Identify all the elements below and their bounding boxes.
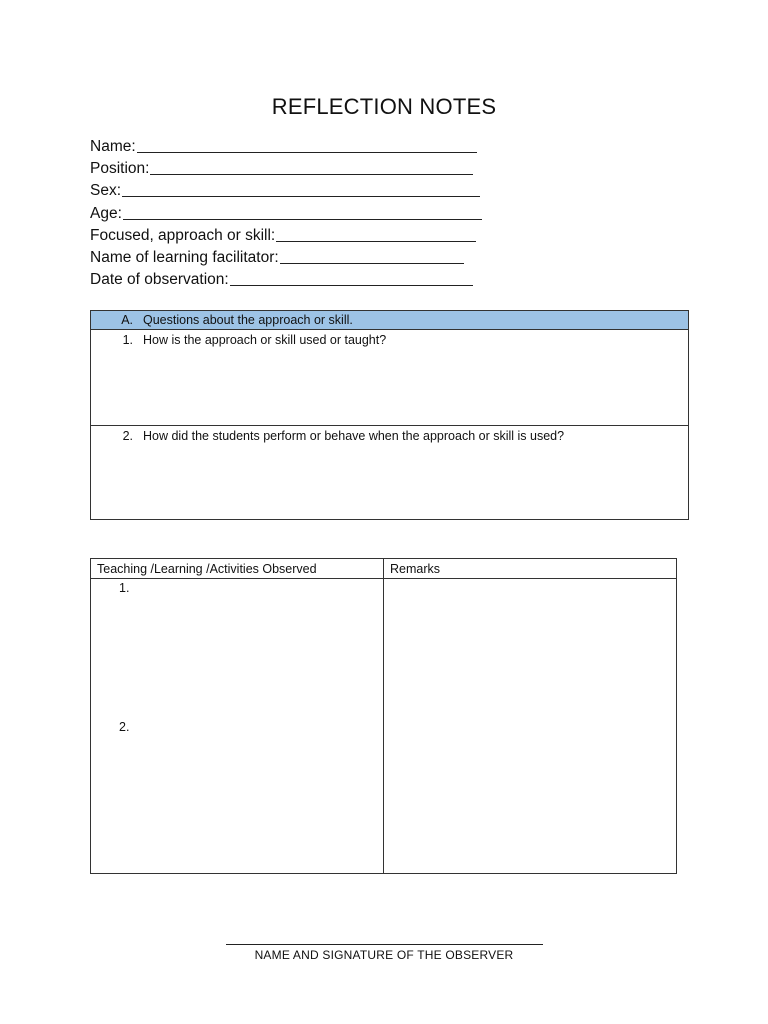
field-position [90,160,510,182]
field-date-of-observation [90,271,510,293]
activities-body-row [91,579,676,873]
field-blank-line[interactable] [123,219,482,220]
question-cell-1[interactable] [91,330,688,426]
question-text: How did the students perform or behave when the approach or skill is used? [143,429,565,443]
question-cell-2[interactable] [91,426,688,519]
questions-section-header [91,311,688,330]
activities-column-header: Teaching /Learning /Activities Observed [91,559,384,578]
field-label: Sex: [90,182,122,200]
signature-caption: NAME AND SIGNATURE OF THE OBSERVER [254,948,514,962]
question-text: How is the approach or skill used or taught? [143,333,387,347]
field-focused-approach [90,227,510,249]
field-blank-line[interactable] [280,263,464,264]
field-label: Focused, approach or skill: [90,226,276,244]
questions-table [90,310,689,520]
field-label: Position: [90,160,150,178]
field-age [90,205,510,227]
activities-header-row [91,559,676,579]
field-label: Age: [90,204,122,222]
section-title: Questions about the approach or skill. [143,313,353,327]
activities-cell[interactable] [91,579,384,873]
field-name [90,138,510,160]
field-blank-line[interactable] [150,174,473,175]
section-marker: A. [121,313,133,327]
remarks-column-header: Remarks [390,561,441,576]
field-sex [90,182,510,204]
activities-table [90,558,677,874]
field-blank-line[interactable] [137,152,477,153]
question-number: 2. [122,429,133,443]
remarks-cell[interactable] [384,579,676,873]
signature-line[interactable] [226,944,543,945]
field-label: Date of observation: [90,271,229,289]
page-title: REFLECTION NOTES [271,94,497,119]
field-label: Name: [90,138,136,155]
question-number: 1. [122,333,133,347]
field-blank-line[interactable] [230,285,473,286]
activity-number: 1. [119,581,130,595]
field-blank-line[interactable] [122,196,480,197]
field-label: Name of learning facilitator: [90,248,279,266]
field-blank-line[interactable] [276,241,476,242]
info-fields [90,138,510,293]
activity-number: 2. [119,720,130,734]
field-facilitator [90,249,510,271]
